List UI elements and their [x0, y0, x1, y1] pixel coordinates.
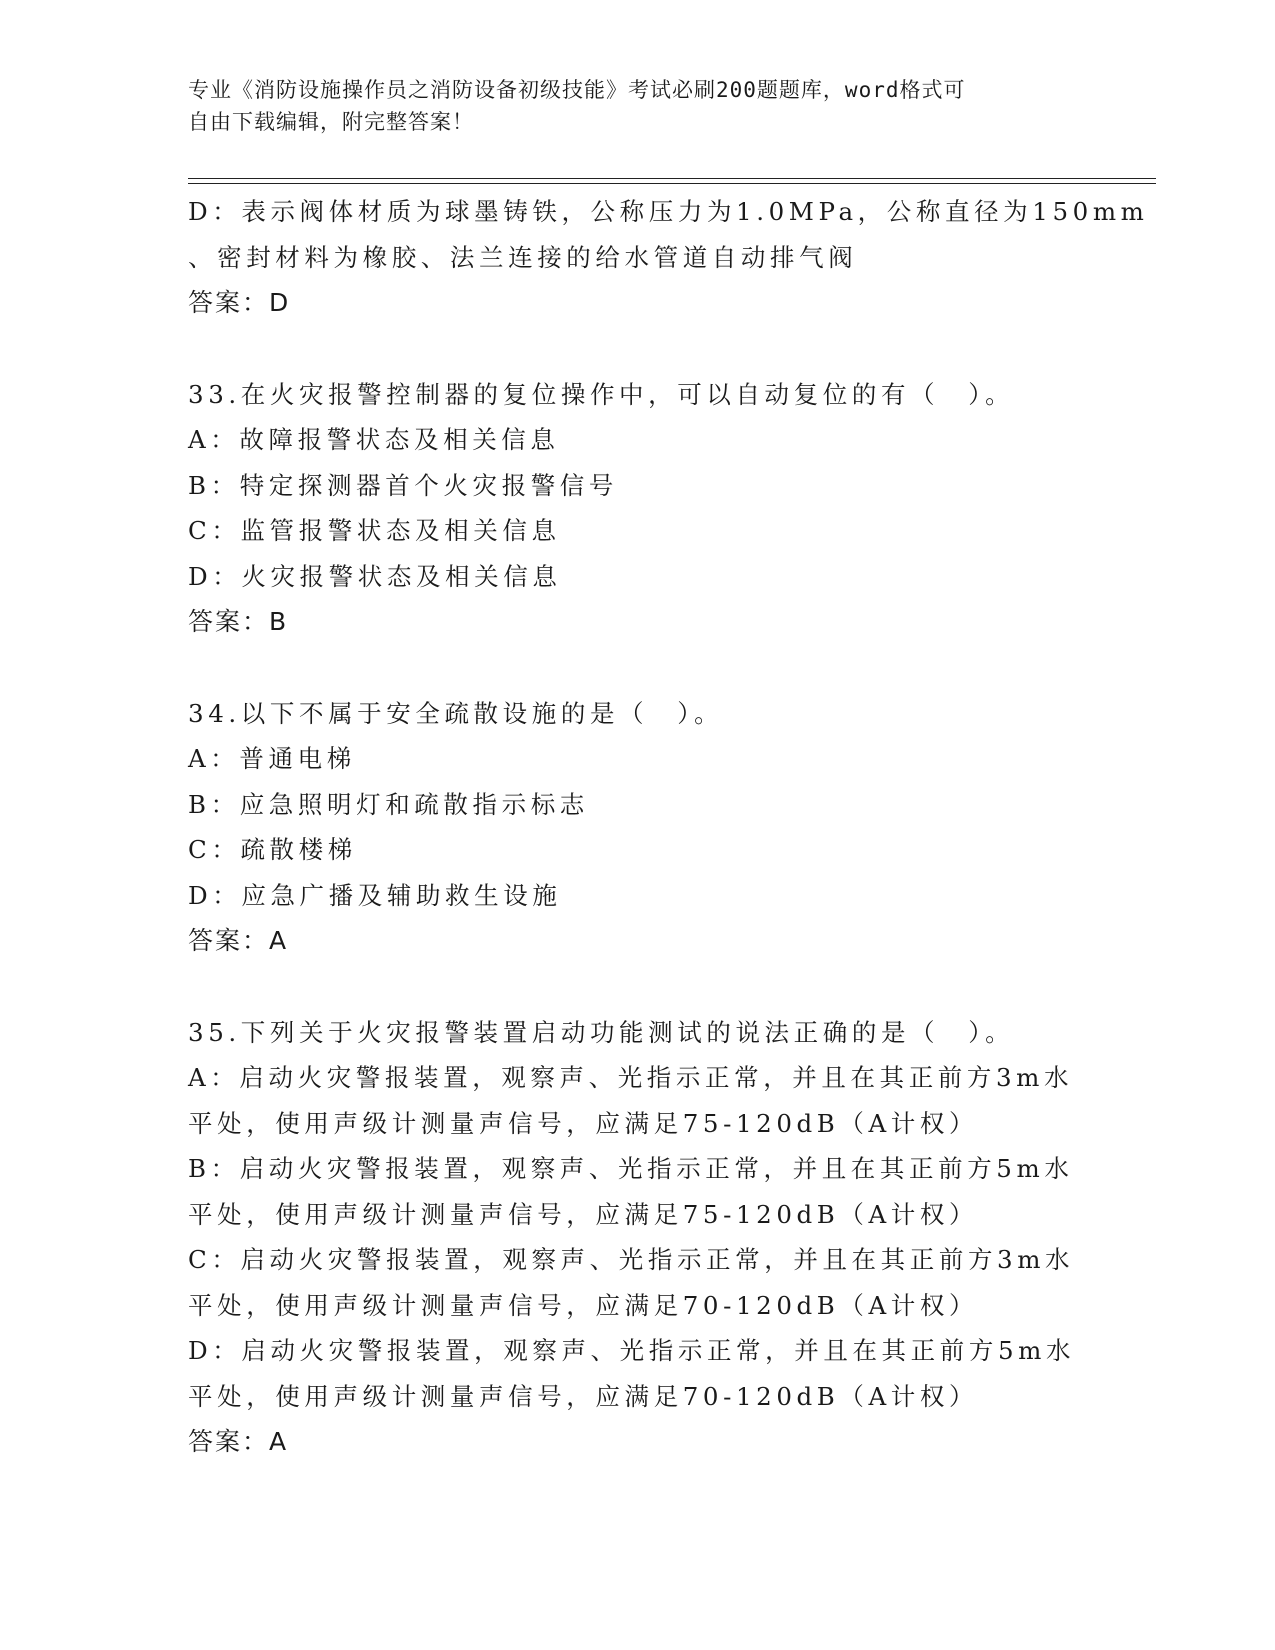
- option-d-line-1: D：表示阀体材质为球墨铸铁，公称压力为1.0MPa，公称直径为150mm: [188, 197, 1149, 226]
- question-stem: 33.在火灾报警控制器的复位操作中，可以自动复位的有（ ）。: [188, 379, 1015, 409]
- question-stem: 34.以下不属于安全疏散设施的是（ ）。: [188, 698, 724, 728]
- option-c: C：疏散楼梯: [188, 835, 357, 864]
- option-c-line-1: C：启动火灾警报装置，观察声、光指示正常，并且在其正前方3m水: [188, 1245, 1075, 1274]
- question-34: [188, 691, 1108, 964]
- option-c-line-2: 平处，使用声级计测量声信号，应满足70-120dB（A计权）: [188, 1290, 979, 1320]
- header-rule-bottom: [188, 183, 1156, 184]
- header-title-line-2: 自由下载编辑，附完整答案！: [188, 110, 474, 134]
- option-b: B：特定探测器首个火灾报警信号: [188, 470, 619, 500]
- option-b: B：应急照明灯和疏散指示标志: [188, 789, 589, 819]
- option-d-line-2: 平处，使用声级计测量声信号，应满足70-120dB（A计权）: [188, 1381, 979, 1411]
- document-header: [188, 74, 1088, 138]
- question-stem: 35.下列关于火灾报警装置启动功能测试的说法正确的是（ ）。: [188, 1017, 1015, 1047]
- document-body: [188, 189, 1149, 1465]
- option-a-line-1: A：启动火灾警报装置，观察声、光指示正常，并且在其正前方3m水: [188, 1063, 1074, 1092]
- previous-question-tail: [188, 189, 1149, 326]
- option-b-line-2: 平处，使用声级计测量声信号，应满足75-120dB（A计权）: [188, 1199, 979, 1229]
- option-a-line-2: 平处，使用声级计测量声信号，应满足75-120dB（A计权）: [188, 1108, 979, 1138]
- answer-line: 答案：A: [188, 926, 289, 955]
- question-33: [188, 372, 1108, 645]
- option-a: A：普通电梯: [188, 744, 356, 773]
- option-d-line-2: 、密封材料为橡胶、法兰连接的给水管道自动排气阀: [188, 242, 858, 272]
- option-d: D：火灾报警状态及相关信息: [188, 561, 562, 591]
- option-b-line-1: B：启动火灾警报装置，观察声、光指示正常，并且在其正前方5m水: [188, 1154, 1074, 1183]
- answer-line: 答案：B: [188, 607, 289, 636]
- question-35: [188, 1010, 1108, 1465]
- header-rule-top: [188, 178, 1156, 179]
- option-d-line-1: D：启动火灾警报装置，观察声、光指示正常，并且在其正前方5m水: [188, 1336, 1076, 1365]
- option-d: D：应急广播及辅助救生设施: [188, 880, 562, 910]
- option-a: A：故障报警状态及相关信息: [188, 425, 560, 454]
- header-title-line-1: 专业《消防设施操作员之消防设备初级技能》考试必刷200题题库，word格式可: [188, 78, 966, 102]
- option-c: C：监管报警状态及相关信息: [188, 516, 561, 545]
- answer-line: 答案：D: [188, 288, 291, 317]
- answer-line: 答案：A: [188, 1427, 289, 1456]
